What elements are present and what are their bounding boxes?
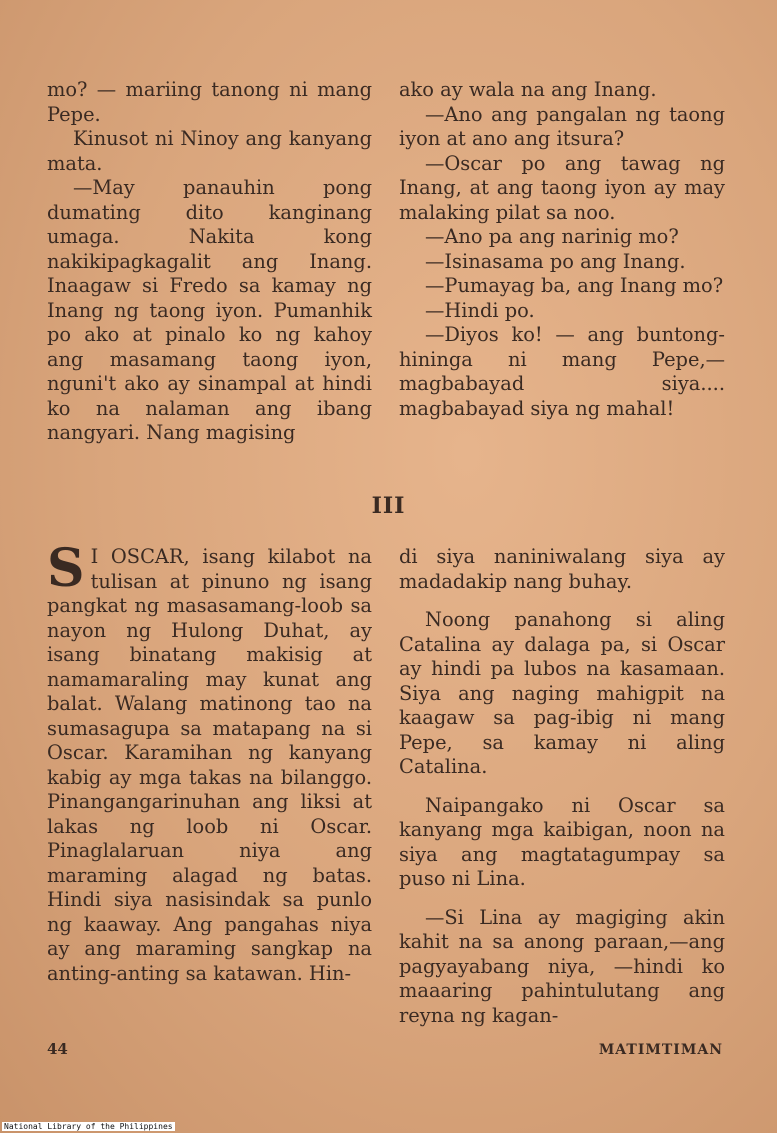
top-right-column: [399, 78, 725, 421]
drop-cap-letter: S: [47, 538, 85, 599]
bottom-left-column: [47, 538, 372, 986]
paragraph: Naipangako ni Oscar sa kanyang mga kaibigan, noon na siya ang magtatagumpay sa puso ni Lina.: [399, 793, 725, 890]
paragraph: —May panauhin pong dumating dito kanginang umaga. Nakita kong nakikipagkagalit ang Inang. Inaagaw si Fredo sa kamay ng Inang ng taong iyon. Pumanhik po ako at pinalo ko ng kahoy ang masamang taong iyon, nguni't ako ay sinampal at hindi ko na nalaman ang ibang nangyari. Nang magising: [47, 176, 372, 444]
paragraph: ako ay wala na ang Inang.: [399, 78, 657, 101]
opening-paragraph: [47, 538, 372, 986]
paragraph: —Diyos ko! — ang buntong-hininga ni mang Pepe,— magbabayad siya.... magbabayad siya ng mahal!: [399, 323, 725, 420]
paragraph: —Ano ang pangalan ng taong iyon at ano ang itsura?: [399, 102, 725, 150]
paragraph: —Ano pa ang narinig mo?: [425, 225, 679, 248]
paragraph: —Hindi po.: [425, 298, 535, 322]
paragraph: —Isinasama po ang Inang.: [425, 249, 686, 273]
library-credit: National Library of the Philippines: [4, 1122, 173, 1131]
paragraph: mo? — mariing tanong ni mang Pepe.: [47, 78, 372, 126]
paragraph: —Pumayag ba, ang Inang mo?: [425, 274, 724, 297]
paragraph: Kinusot ni Ninoy ang kanyang mata.: [47, 127, 372, 175]
paragraph: —Oscar po ang tawag ng Inang, at ang taong iyon ay may malaking pilat sa noo.: [399, 151, 725, 224]
opening-paragraph-text: I OSCAR, isang kilabot na tulisan at pinuno ng isang pangkat ng masasamang-loob sa nayon ng Hulong Duhat, ay isang binatang makisig at namamaraling may kunat ang balat. Walang matinong tao na sumasagupa sa matapang na si Oscar. Karamihan ng kanyang kabig ay mga takas na bilanggo. Pinangangarinuhan ang liksi at lakas ng loob ni Oscar. Pinaglalaruan niya ang maraming alagad ng batas. Hindi siya nasisindak sa punlo ng kaaway. Ang pangahas niya ay ang maraming sangkap na anting-anting sa katawan. Hin-: [47, 545, 372, 985]
paragraph: di siya naniniwalang siya ay madadakip nang buhay.: [399, 545, 725, 593]
running-title: MATIMTIMAN: [598, 1042, 723, 1058]
paragraph: —Si Lina ay magiging akin kahit na sa anong paraan,—ang pagyayabang niya, —hindi ko maaaring pahintulutang ang reyna ng kagan-: [399, 905, 725, 1027]
section-heading: III: [371, 493, 406, 519]
top-left-column: [47, 78, 372, 446]
bottom-right-column: [399, 545, 725, 1028]
page-number: 44: [47, 1040, 68, 1058]
paragraph: Noong panahong si aling Catalina ay dalaga pa, si Oscar ay hindi pa lubos na kasamaan. Siya ang naging mahigpit na kaagaw sa pag-ibig ni mang Pepe, sa kamay ni aling Catalina.: [399, 608, 725, 778]
